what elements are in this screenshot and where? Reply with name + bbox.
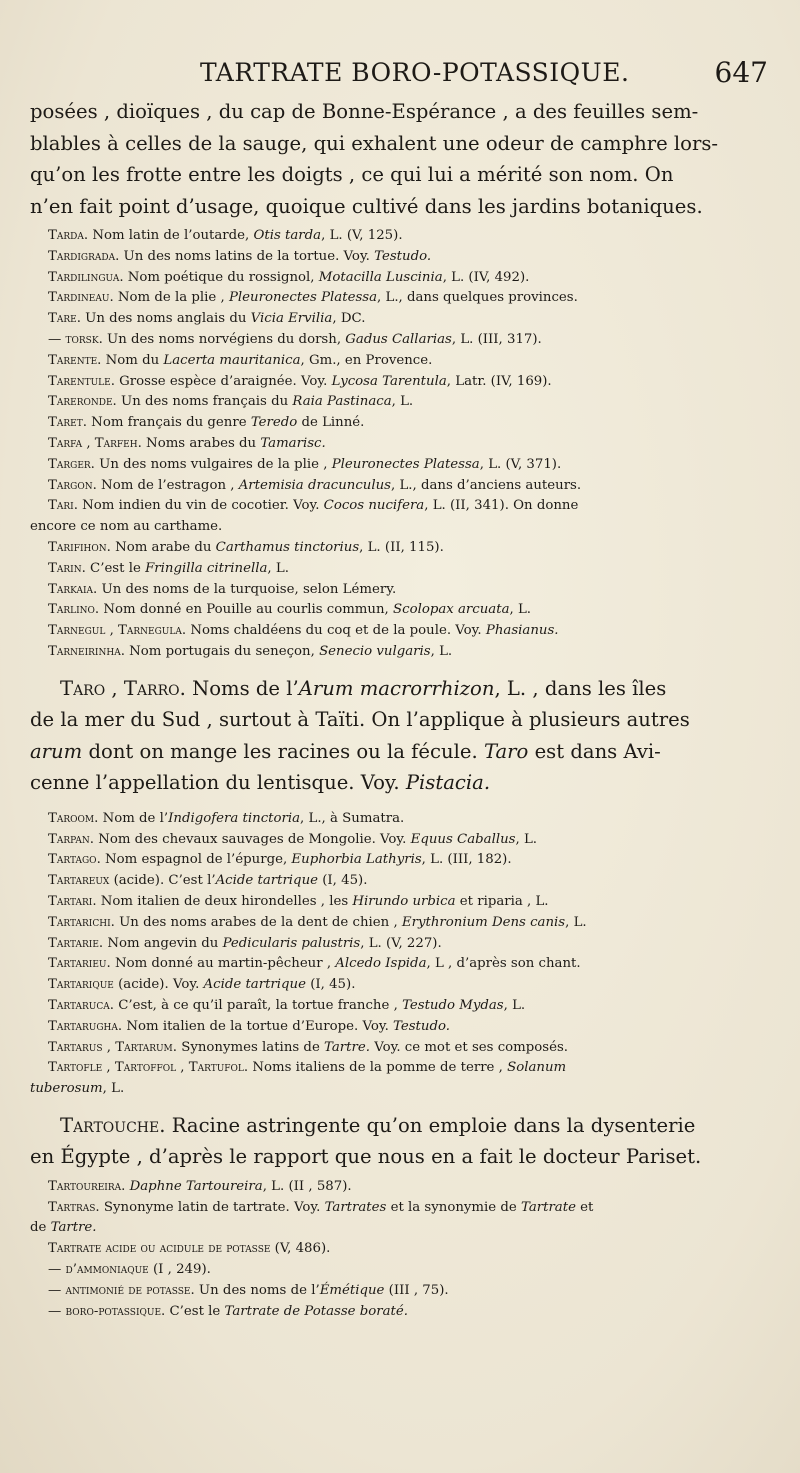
intro-line: n’en fait point d’usage, quoique cultivé dans les jardins botaniques. <box>30 194 703 218</box>
entry-tartouche: Tartouche. Racine astringente qu’on emploie dans la dysenterie <box>60 1113 696 1137</box>
entry-tartras: Tartras. Synonyme latin de tartrate. Voy. Tartrates et la synonymie de Tartrate et <box>48 1199 594 1215</box>
dictionary-entry: Tartarique (acide). Voy. Acide tartrique (I, 45). <box>48 977 356 993</box>
dictionary-entry: Tareronde. Un des noms français du Raia Pastinaca, L. <box>48 394 414 410</box>
dictionary-entry: Tarfa , Tarfeh. Noms arabes du Tamarisc. <box>48 435 326 451</box>
dictionary-entry: Taroom. Nom de l’Indigofera tinctoria, L., à Sumatra. <box>48 810 405 826</box>
dictionary-entry: Tarlino. Nom donné en Pouille au courlis commun, Scolopax arcuata, L. <box>48 602 532 618</box>
entry-taro: Taro , Tarro. Noms de l’Arum macrorrhizon, L. , dans les îles <box>60 676 667 700</box>
dictionary-entry: — boro-potassique. C’est le Tartrate de Potasse boraté. <box>48 1303 408 1319</box>
dictionary-entry: Tartarugha. Nom italien de la tortue d’Europe. Voy. Testudo. <box>48 1018 450 1034</box>
entry-tartofle-continuation: tuberosum, L. <box>30 1081 125 1097</box>
entry-list <box>30 809 770 1059</box>
page-body <box>30 96 770 1322</box>
dictionary-entry: — torsk. Un des noms norvégiens du dorsh, Gadus Callarias, L. (III, 317). <box>48 331 542 347</box>
entry-tartras-continuation: de Tartre. <box>30 1220 97 1236</box>
running-title: TARTRATE BORO-POTASSIQUE. <box>200 58 630 87</box>
dictionary-entry: Tarkaia. Un des noms de la turquoise, selon Lémery. <box>48 581 397 597</box>
dictionary-entry: Taret. Nom français du genre Teredo de Linné. <box>48 415 365 431</box>
entry-list <box>30 1239 770 1322</box>
entry-tartouche-line: en Égypte , d’après le rapport que nous en a fait le docteur Pariset. <box>30 1145 702 1169</box>
dictionary-entry: Targer. Un des noms vulgaires de la plie , Pleuronectes Platessa, L. (V, 371). <box>48 456 562 472</box>
entry-list <box>30 538 770 663</box>
dictionary-entry: Tartarieu. Nom donné au martin-pêcheur , Alcedo Ispida, L , d’après son chant. <box>48 956 581 972</box>
intro-line: posées , dioïques , du cap de Bonne-Espérance , a des feuilles sem- <box>30 100 699 123</box>
page-number: 647 <box>714 56 768 89</box>
running-header <box>0 58 800 98</box>
dictionary-entry: Tartoureira. Daphne Tartoureira, L. (II , 587). <box>48 1178 352 1194</box>
dictionary-entry: Tartarie. Nom angevin du Pedicularis palustris, L. (V, 227). <box>48 935 442 951</box>
entry-tari: Tari. Nom indien du vin de cocotier. Voy. Cocos nucifera, L. (II, 341). On donne <box>48 498 579 514</box>
intro-line: blables à celles de la sauge, qui exhalent une odeur de camphre lors- <box>30 131 719 155</box>
dictionary-entry: Tartago. Nom espagnol de l’épurge, Euphorbia Lathyris, L. (III, 182). <box>48 852 512 868</box>
dictionary-entry: Targon. Nom de l’estragon , Artemisia dracunculus, L., dans d’anciens auteurs. <box>48 477 582 493</box>
dictionary-entry: Tardilingua. Nom poétique du rossignol, Motacilla Luscinia, L. (IV, 492). <box>48 269 530 285</box>
entry-taro-line: de la mer du Sud , surtout à Taïti. On l’applique à plusieurs autres <box>30 708 690 732</box>
dictionary-entry: Tartarus , Tartarum. Synonymes latins de Tartre. Voy. ce mot et ses composés. <box>48 1039 569 1055</box>
dictionary-entry: Tartareux (acide). C’est l’Acide tartrique (I, 45). <box>48 873 368 889</box>
entry-tartofle: Tartofle , Tartoffol , Tartufol. Noms italiens de la pomme de terre , Solanum <box>48 1060 567 1076</box>
dictionary-entry: — antimonié de potasse. Un des noms de l’Émétique (III , 75). <box>48 1282 449 1298</box>
entry-taro-line: cenne l’appellation du lentisque. Voy. Pistacia. <box>30 771 491 795</box>
intro-line: qu’on les frotte entre les doigts , ce qui lui a mérité son nom. On <box>30 163 674 186</box>
dictionary-entry: Tarifihon. Nom arabe du Carthamus tinctorius, L. (II, 115). <box>48 539 444 555</box>
dictionary-entry: Tarnegul , Tarnegula. Noms chaldéens du coq et de la poule. Voy. Phasianus. <box>48 623 559 639</box>
dictionary-entry: Tarin. C’est le Fringilla citrinella, L. <box>48 560 289 576</box>
entry-tari-continuation: encore ce nom au carthame. <box>30 519 223 535</box>
dictionary-entry: Tarda. Nom latin de l’outarde, Otis tarda, L. (V, 125). <box>48 228 403 243</box>
entry-taro-line: arum dont on mange les racines ou la fécule. Taro est dans Avi- <box>30 739 661 763</box>
dictionary-entry: Tartarichi. Un des noms arabes de la dent de chien , Erythronium Dens canis, L. <box>48 914 587 930</box>
dictionary-entry: Tardineau. Nom de la plie , Pleuronectes Platessa, L., dans quelques provinces. <box>48 290 578 306</box>
dictionary-entry: Tartrate acide ou acidule de potasse (V, 486). <box>48 1241 331 1257</box>
dictionary-entry: Tare. Un des noms anglais du Vicia Ervilia, DC. <box>48 311 366 327</box>
dictionary-entry: Tarente. Nom du Lacerta mauritanica, Gm., en Provence. <box>48 352 433 368</box>
dictionary-entry: Tartaruca. C’est, à ce qu’il paraît, la tortue franche , Testudo Mydas, L. <box>48 997 526 1013</box>
dictionary-entry: Tarpan. Nom des chevaux sauvages de Mongolie. Voy. Equus Caballus, L. <box>48 831 537 847</box>
dictionary-entry: Tarentule. Grosse espèce d’araignée. Voy. Lycosa Tarentula, Latr. (IV, 169). <box>48 373 552 389</box>
dictionary-entry: — d’ammoniaque (I , 249). <box>48 1262 211 1278</box>
dictionary-entry: Tartari. Nom italien de deux hirondelles , les Hirundo urbica et riparia , L. <box>48 893 549 909</box>
entry-list <box>30 1177 770 1198</box>
dictionary-entry: Tarneirinha. Nom portugais du seneçon, Senecio vulgaris, L. <box>48 643 453 659</box>
dictionary-entry: Tardigrada. Un des noms latins de la tortue. Voy. Testudo. <box>48 248 432 264</box>
entry-list <box>30 226 770 496</box>
